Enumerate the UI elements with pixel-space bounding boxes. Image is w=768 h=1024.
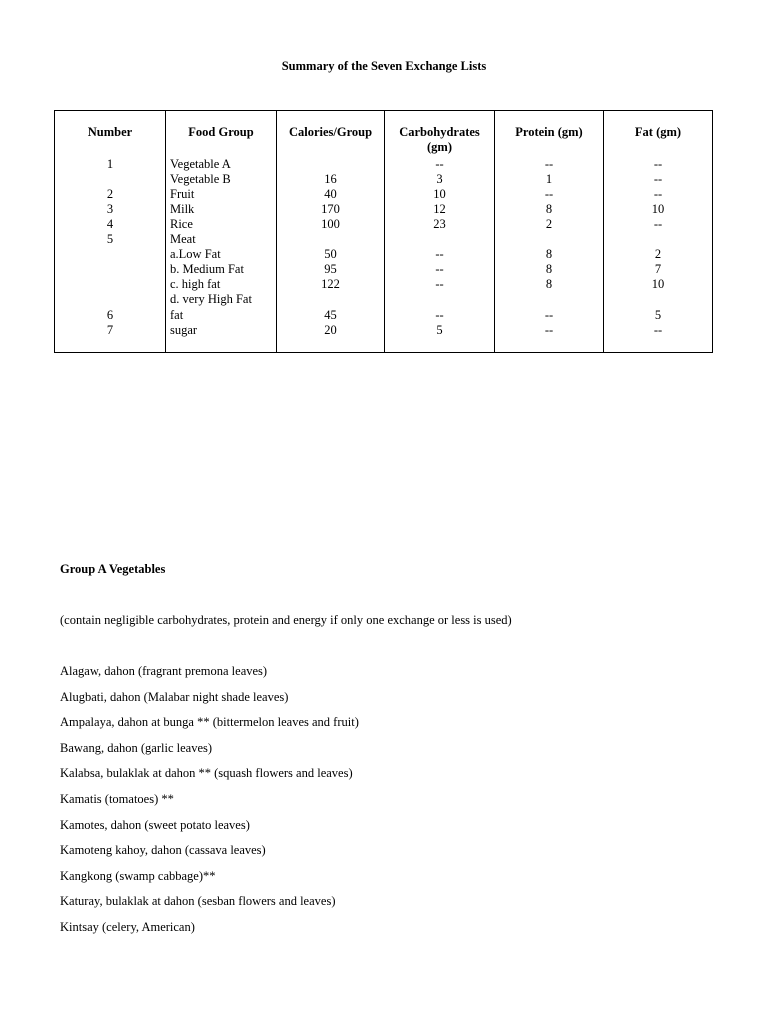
table-cell: 1 xyxy=(106,157,114,171)
list-item: Alugbati, dahon (Malabar night shade leaves) xyxy=(60,689,289,704)
table-cell: -- xyxy=(653,157,663,171)
table-cell: 1 xyxy=(545,172,553,186)
table-cell: -- xyxy=(435,157,444,171)
column-food-group xyxy=(166,111,276,352)
header-fat: Fat (gm) xyxy=(634,125,682,139)
table-cell: 3 xyxy=(106,202,114,216)
list-item: Kalabsa, bulaklak at dahon ** (squash flowers and leaves) xyxy=(60,766,353,781)
header-number: Number xyxy=(87,125,133,139)
table-cell: 45 xyxy=(324,308,337,322)
table-cell: Meat xyxy=(170,232,196,246)
table-cell: 2 xyxy=(654,247,662,261)
table-cell: 2 xyxy=(106,187,114,201)
table-cell: 7 xyxy=(106,323,114,337)
table-cell: fat xyxy=(170,308,184,322)
table-cell xyxy=(385,292,494,307)
table-cell xyxy=(277,157,384,172)
table-cell: a.Low Fat xyxy=(170,247,221,261)
table-cell xyxy=(55,277,165,292)
exchange-lists-table xyxy=(54,110,713,353)
table-cell: 3 xyxy=(436,172,443,186)
table-cell: -- xyxy=(544,187,554,201)
table-cell: -- xyxy=(653,217,663,231)
list-item: Kintsay (celery, American) xyxy=(60,919,195,934)
header-calories: Calories/Group xyxy=(288,125,373,139)
table-cell: 23 xyxy=(433,217,446,231)
table-cell: -- xyxy=(435,308,444,322)
table-cell: 100 xyxy=(321,217,340,231)
table-cell: 16 xyxy=(324,172,337,186)
table-cell: -- xyxy=(435,262,444,276)
table-cell: 8 xyxy=(545,247,553,261)
table-cell: -- xyxy=(544,308,554,322)
column-calories xyxy=(277,111,384,352)
table-cell: Milk xyxy=(170,202,195,216)
table-cell: 5 xyxy=(654,308,662,322)
table-cell: -- xyxy=(653,323,663,337)
table-cell xyxy=(55,172,165,187)
table-cell: 95 xyxy=(324,262,337,276)
table-cell: c. high fat xyxy=(170,277,221,291)
table-cell: 50 xyxy=(324,247,337,261)
header-food-group: Food Group xyxy=(188,125,254,139)
column-protein xyxy=(495,111,603,352)
list-item: Kamotes, dahon (sweet potato leaves) xyxy=(60,817,250,832)
table-cell: 7 xyxy=(654,262,662,276)
table-cell xyxy=(55,247,165,262)
table-cell: 5 xyxy=(106,232,114,246)
table-cell: 5 xyxy=(436,323,443,337)
table-cell: 2 xyxy=(545,217,553,231)
table-cell: 40 xyxy=(324,187,337,201)
table-cell xyxy=(55,292,165,307)
header-carbohydrates xyxy=(385,125,494,155)
table-cell: 8 xyxy=(545,262,553,276)
table-cell: Fruit xyxy=(170,187,195,201)
table-cell: Vegetable A xyxy=(170,157,231,171)
list-item: Bawang, dahon (garlic leaves) xyxy=(60,740,213,755)
table-cell: -- xyxy=(653,172,663,186)
table-cell: -- xyxy=(653,187,663,201)
vegetable-list xyxy=(60,663,359,945)
table-cell: 10 xyxy=(433,187,446,201)
table-cell: sugar xyxy=(170,323,198,337)
table-cell: 170 xyxy=(321,202,340,216)
table-cell: b. Medium Fat xyxy=(170,262,244,276)
group-a-note: (contain negligible carbohydrates, protein and energy if only one exchange or less is used) xyxy=(60,613,512,627)
list-item: Kangkong (swamp cabbage)** xyxy=(60,868,216,883)
list-item: Kamoteng kahoy, dahon (cassava leaves) xyxy=(60,843,266,858)
table-cell: Rice xyxy=(170,217,193,231)
table-cell: 6 xyxy=(106,308,114,322)
table-cell: 8 xyxy=(545,202,553,216)
table-cell: -- xyxy=(435,277,444,291)
table-cell xyxy=(495,292,603,307)
list-item: Ampalaya, dahon at bunga ** (bittermelon leaves and fruit) xyxy=(60,715,359,730)
table-cell xyxy=(495,232,603,247)
document-title: Summary of the Seven Exchange Lists xyxy=(281,59,487,73)
table-cell: 10 xyxy=(651,277,665,291)
table-cell xyxy=(277,292,384,307)
header-protein: Protein (gm) xyxy=(515,125,583,139)
column-carbohydrates xyxy=(385,111,494,352)
column-number xyxy=(55,111,165,352)
table-cell: -- xyxy=(435,247,444,261)
table-cell xyxy=(604,292,712,307)
header-carbohydrates-line2: (gm) xyxy=(427,140,452,154)
table-cell xyxy=(277,232,384,247)
column-fat xyxy=(604,111,712,352)
table-cell: 20 xyxy=(324,323,337,337)
table-cell: 4 xyxy=(106,217,114,231)
table-cell: 12 xyxy=(433,202,446,216)
list-item: Katuray, bulaklak at dahon (sesban flowers and leaves) xyxy=(60,894,336,909)
table-cell: 10 xyxy=(651,202,665,216)
list-item: Kamatis (tomatoes) ** xyxy=(60,791,174,806)
group-a-heading: Group A Vegetables xyxy=(60,562,166,576)
table-cell: 122 xyxy=(321,277,340,291)
table-cell xyxy=(385,232,494,247)
table-cell xyxy=(55,262,165,277)
table-cell: -- xyxy=(544,157,554,171)
table-cell: -- xyxy=(544,323,554,337)
table-cell: Vegetable B xyxy=(170,172,231,186)
table-cell: 8 xyxy=(545,277,553,291)
table-cell: d. very High Fat xyxy=(170,292,252,306)
table-cell xyxy=(604,232,712,247)
header-carbohydrates-line1: Carbohydrates xyxy=(399,125,480,139)
list-item: Alagaw, dahon (fragrant premona leaves) xyxy=(60,664,268,678)
